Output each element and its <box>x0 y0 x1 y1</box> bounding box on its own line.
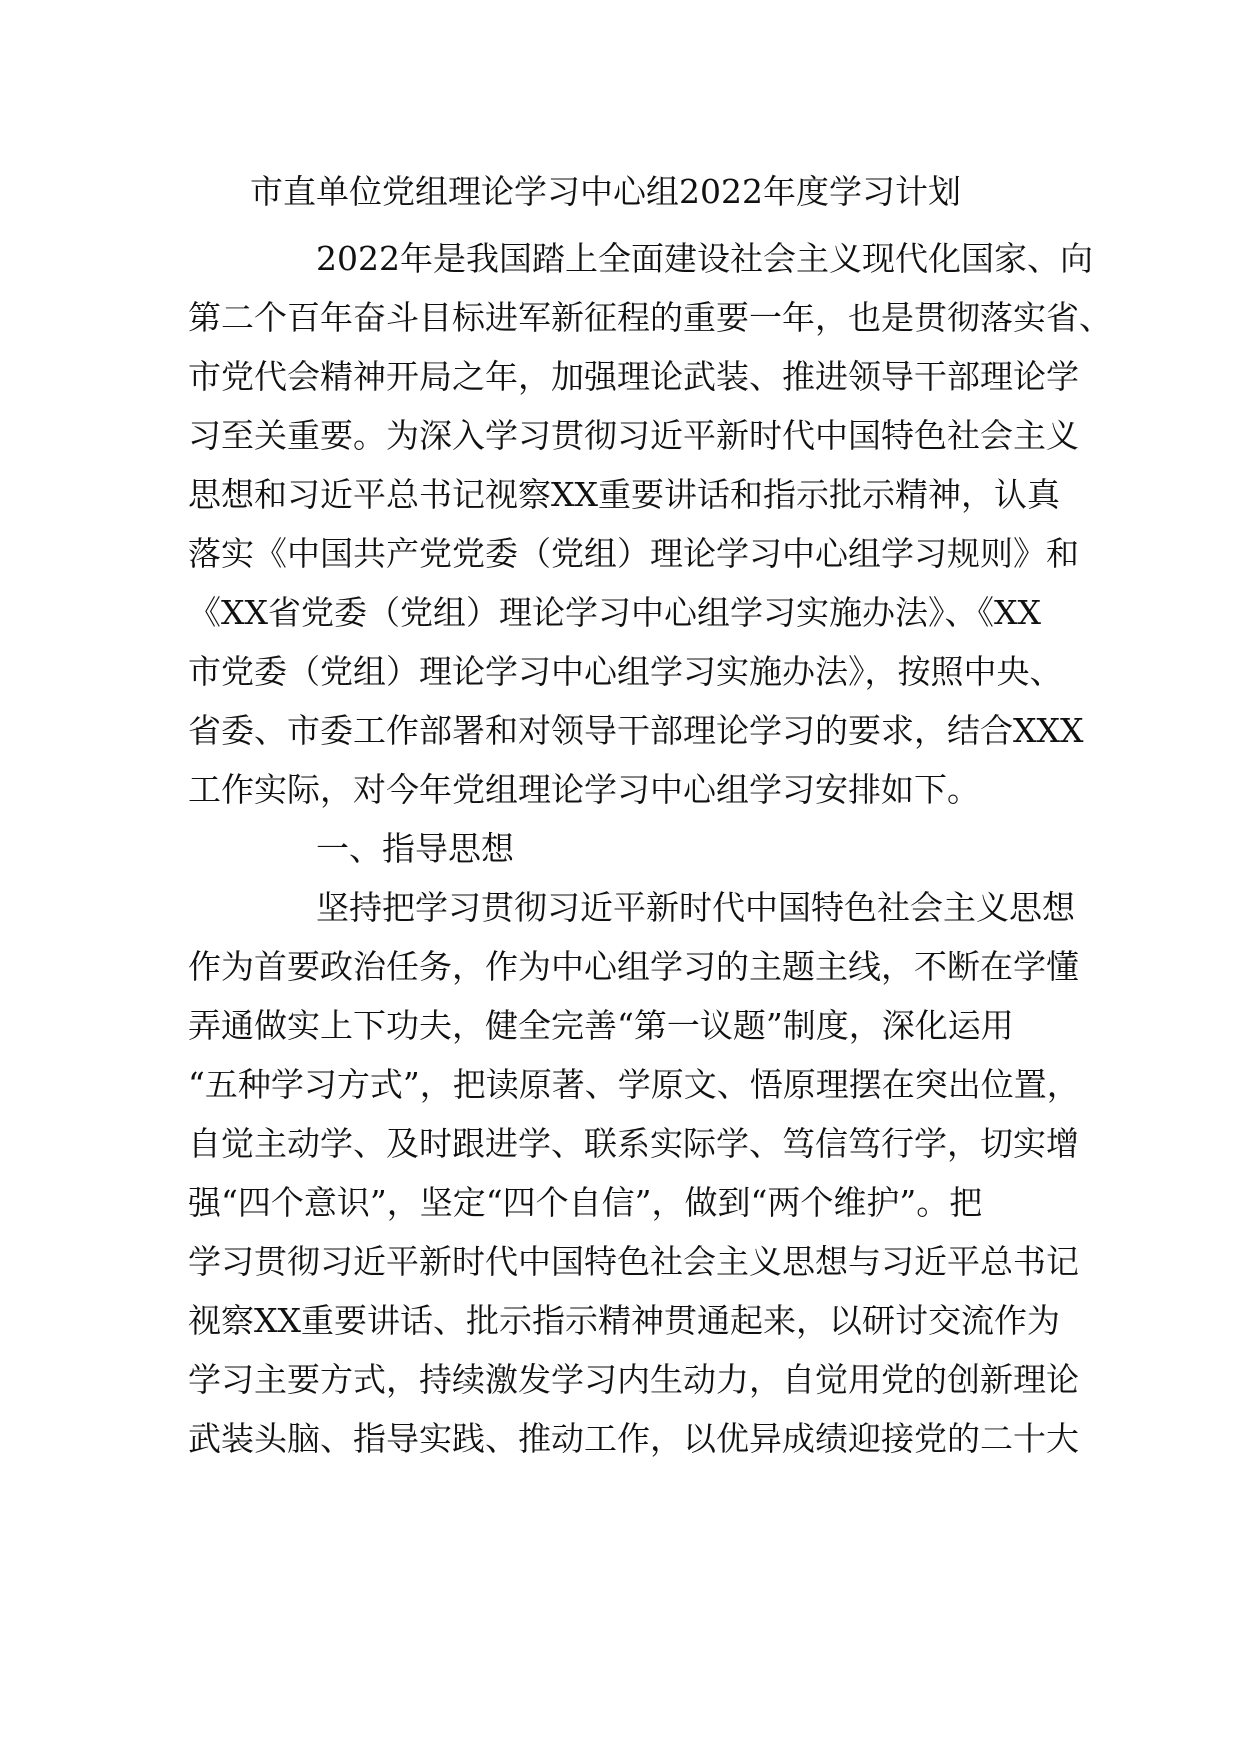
paragraph2-line-2: 作为首要政治任务，作为中心组学习的主题主线，不断在学懂 <box>188 947 1079 986</box>
section-heading-1: 一、指导思想 <box>316 829 514 868</box>
paragraph2-line-6: 强“四个意识”，坚定“四个自信”，做到“两个维护”。把 <box>188 1183 983 1222</box>
paragraph1-line-7: 《XX省党委（党组）理论学习中心组学习实施办法》、《XX <box>188 593 1041 632</box>
paragraph2-line-7: 学习贯彻习近平新时代中国特色社会主义思想与习近平总书记 <box>188 1242 1079 1281</box>
paragraph2-line-1: 坚持把学习贯彻习近平新时代中国特色社会主义思想 <box>316 888 1075 927</box>
paragraph1-line-1: 2022年是我国踏上全面建设社会主义现代化国家、向 <box>316 239 1093 278</box>
paragraph2-line-4: “五种学习方式”，把读原著、学原文、悟原理摆在突出位置， <box>188 1065 1080 1104</box>
paragraph2-line-5: 自觉主动学、及时跟进学、联系实际学、笃信笃行学，切实增 <box>188 1124 1079 1163</box>
paragraph1-line-8: 市党委（党组）理论学习中心组学习实施办法》，按照中央、 <box>188 652 1063 691</box>
paragraph1-line-3: 市党代会精神开局之年，加强理论武装、推进领导干部理论学 <box>188 357 1079 396</box>
paragraph1-line-10: 工作实际，对今年党组理论学习中心组学习安排如下。 <box>188 770 980 809</box>
paragraph1-line-9: 省委、市委工作部署和对领导干部理论学习的要求，结合XXX <box>188 711 1084 750</box>
paragraph1-line-2: 第二个百年奋斗目标进军新征程的重要一年，也是贯彻落实省、 <box>188 298 1112 337</box>
paragraph1-line-6: 落实《中国共产党党委（党组）理论学习中心组学习规则》和 <box>188 534 1079 573</box>
paragraph2-line-3: 弄通做实上下功夫，健全完善“第一议题”制度，深化运用 <box>188 1006 1014 1045</box>
paragraph1-line-5: 思想和习近平总书记视察XX重要讲话和指示批示精神，认真 <box>188 475 1060 514</box>
paragraph2-line-9: 学习主要方式，持续激发学习内生动力，自觉用党的创新理论 <box>188 1360 1079 1399</box>
paragraph1-line-4: 习至关重要。为深入学习贯彻习近平新时代中国特色社会主义 <box>188 416 1079 455</box>
paragraph2-line-10: 武装头脑、指导实践、推动工作，以优异成绩迎接党的二十大 <box>188 1419 1079 1458</box>
document-title: 市直单位党组理论学习中心组2022年度学习计划 <box>250 172 961 211</box>
paragraph2-line-8: 视察XX重要讲话、批示指示精神贯通起来，以研讨交流作为 <box>188 1301 1060 1340</box>
